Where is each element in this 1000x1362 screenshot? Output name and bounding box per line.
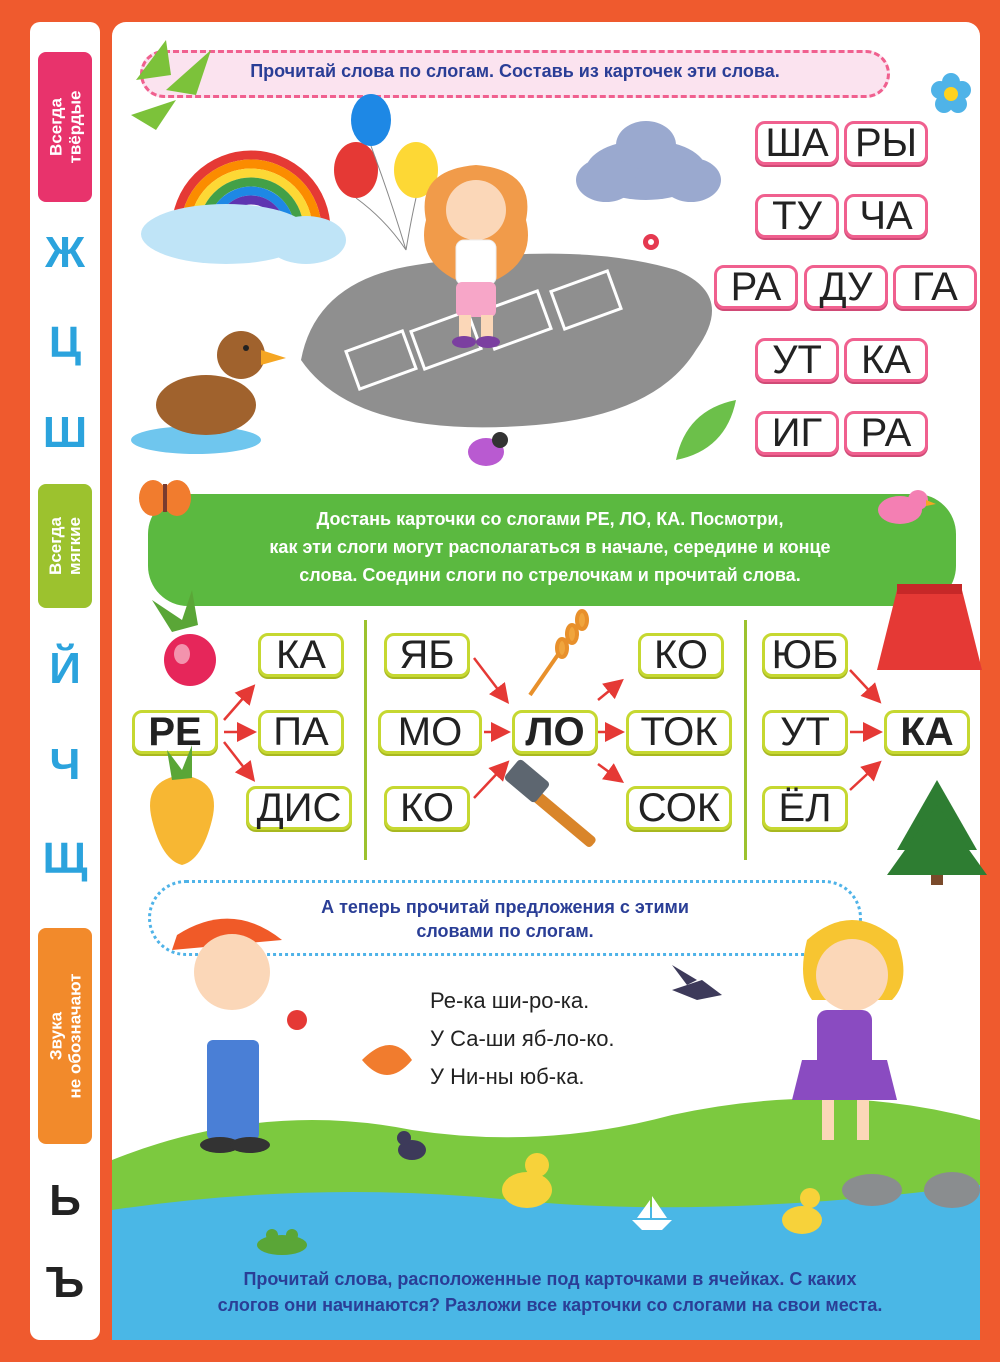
tag-no-sound-line1: Звука [46,1011,65,1061]
syllable-card[interactable]: ИГ [755,411,839,455]
syllable-card[interactable]: КО [638,633,724,677]
letter-sch: Щ [42,834,88,883]
instruction-2-line3: слова. Соедини слоги по стрелочкам и прочитай слова. [299,565,801,585]
instruction-2-line1: Достань карточки со слогами РЕ, ЛО, КА. Посмотри, [316,509,784,529]
butterfly-icon [139,480,191,516]
syllable-card-main[interactable]: РЕ [132,710,218,754]
letter-ch: Ч [49,740,81,789]
tag-no-sound-label [46,974,84,1099]
turnip-icon [150,745,214,865]
tag-always-hard-label: Всегда твёрдые [46,90,85,164]
syllable-card[interactable]: УТ [762,710,848,754]
hammer-icon [503,758,597,848]
leaf-icon [676,400,736,460]
syllable-card[interactable]: ЁЛ [762,786,848,830]
syllable-card[interactable]: ДУ [804,265,888,309]
syllable-card[interactable]: МО [378,710,482,754]
sentence-2: У Са-ши яб-ло-ко. [430,1026,615,1051]
duck-icon [131,331,286,454]
syllable-card[interactable]: ТОК [626,710,732,754]
illustration-banner [130,470,970,550]
instruction-1: Прочитай слова по слогам. Составь из карточек эти слова. [250,61,780,81]
flower-icon [931,73,971,113]
tag-no-sound-line2: не обозначают [65,973,84,1099]
tag-no-sound [38,928,92,1144]
footer-instruction-line1: Прочитай слова, расположенные под карточками в ячейках. С каких [243,1269,857,1289]
arrows-layer [112,570,992,890]
syllable-card[interactable]: СОК [626,786,732,830]
syllable-card[interactable]: ГА [893,265,977,309]
syllable-card[interactable]: РЫ [844,121,928,165]
instruction-3-line1: А теперь прочитай предложения с этими [321,897,689,917]
cloud-icon [266,216,346,264]
arrow-icon [224,658,878,798]
letter-y: Й [49,644,81,693]
syllable-card[interactable]: ША [755,121,839,165]
balloons-icon [334,94,438,250]
instruction-3-line2: словами по слогам. [416,921,594,941]
tag-always-hard [38,52,92,202]
syllable-card[interactable]: ДИС [246,786,352,830]
hopscotch-icon [301,254,712,428]
syllable-card[interactable]: КА [844,338,928,382]
leaves-icon [131,40,211,130]
boy-icon [172,919,307,1153]
syllable-card[interactable]: УТ [755,338,839,382]
fir-tree-icon [887,780,987,885]
syllable-card[interactable]: ЧА [844,194,928,238]
stone-icon [842,1174,902,1206]
wheat-icon [530,611,587,695]
syllable-card[interactable]: РА [844,411,928,455]
syllable-card[interactable]: ТУ [755,194,839,238]
instruction-2-line2: как эти слоги могут располагаться в начале, середине и конце [269,537,831,557]
letter-ts: Ц [48,318,82,367]
syllable-card-main[interactable]: КА [884,710,970,754]
flower-icon [643,234,659,250]
cloud-icon [576,121,721,202]
syllable-card[interactable]: РА [714,265,798,309]
tag-always-soft [38,484,92,608]
leaf-icon [362,1045,412,1075]
letter-soft-sign: Ь [49,1176,81,1225]
sentence-1: Ре-ка ши-ро-ка. [430,988,590,1013]
syllable-card[interactable]: ЯБ [384,633,470,677]
radish-icon [152,590,216,686]
syllable-card[interactable]: КА [258,633,344,677]
syllable-card[interactable]: ПА [258,710,344,754]
syllable-card[interactable]: ЮБ [762,633,848,677]
stone-icon [924,1172,980,1208]
sentence-3: У Ни-ны юб-ка. [430,1064,585,1089]
ladybug-icon [468,432,508,466]
sentences [430,982,690,1096]
skirt-icon [877,584,982,670]
footer-instruction [120,1266,980,1318]
bird-icon [878,490,936,524]
letter-sh: Ш [42,408,88,457]
letter-hard-sign: Ъ [45,1258,85,1307]
syllable-card[interactable]: КО [384,786,470,830]
footer-instruction-line2: слогов они начинаются? Разложи все карточки со слогами на свои места. [217,1295,883,1315]
syllable-card-main[interactable]: ЛО [512,710,598,754]
tag-always-soft-label: Всегда мягкие [46,516,85,575]
letter-zh: Ж [45,228,85,277]
